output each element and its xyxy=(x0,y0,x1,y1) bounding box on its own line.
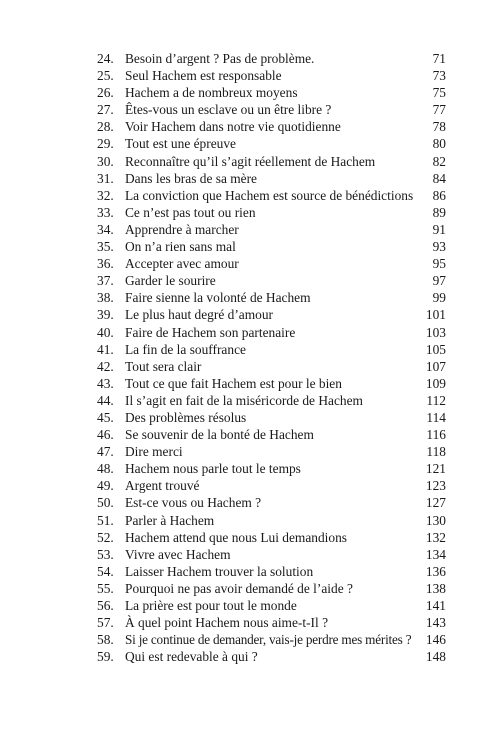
toc-entry-number: 58. xyxy=(97,632,114,648)
toc-entry-number: 32. xyxy=(97,187,114,203)
toc-entry-title: Reconnaître qu’il s’agit réellement de Hachem xyxy=(125,153,376,169)
toc-entry xyxy=(0,494,500,511)
toc-entry-title: Le plus haut degré d’amour xyxy=(125,307,273,323)
toc-entry-title: Pourquoi ne pas avoir demandé de l’aide ? xyxy=(125,580,353,596)
toc-entry-page: 143 xyxy=(425,615,446,631)
toc-entry xyxy=(0,648,500,665)
toc-entry-number: 48. xyxy=(97,461,114,477)
toc-entry-title: Dire merci xyxy=(125,444,183,460)
toc-entry-title: Argent trouvé xyxy=(125,478,200,494)
toc-entry-title: La fin de la souffrance xyxy=(125,341,246,357)
toc-entry-title: Êtes-vous un esclave ou un être libre ? xyxy=(125,102,332,118)
toc-entry-page: 95 xyxy=(432,256,446,272)
toc-entry-number: 30. xyxy=(97,153,114,169)
toc-entry xyxy=(0,135,500,152)
toc-entry-title: Si je continue de demander, vais-je perdre mes mérites ? xyxy=(125,632,412,648)
toc-entry-page: 134 xyxy=(425,546,446,562)
toc-entry-page: 71 xyxy=(432,51,446,66)
toc-entry xyxy=(0,426,500,443)
toc-entry-number: 41. xyxy=(97,341,114,357)
toc-entry-page: 73 xyxy=(432,68,446,84)
toc-entry xyxy=(0,512,500,529)
toc-entry-title: À quel point Hachem nous aime-t-Il ? xyxy=(125,615,329,631)
toc-entry-page: 116 xyxy=(426,427,446,443)
toc-entry-number: 57. xyxy=(97,615,114,631)
toc-entry-page: 127 xyxy=(425,495,446,511)
toc-entry-title: Accepter avec amour xyxy=(125,256,239,272)
toc-entry xyxy=(0,289,500,306)
toc-entry-title: Est-ce vous ou Hachem ? xyxy=(125,495,262,511)
toc-entry-number: 45. xyxy=(97,409,114,425)
toc-entry-title: Hachem a de nombreux moyens xyxy=(125,85,298,101)
toc-entry-number: 37. xyxy=(97,273,114,289)
toc-entry-number: 52. xyxy=(97,529,114,545)
toc-entry-number: 42. xyxy=(97,358,114,374)
toc-entry-number: 54. xyxy=(97,563,114,579)
toc-entry xyxy=(0,84,500,101)
toc-entry-number: 31. xyxy=(97,170,114,186)
toc-entry-page: 77 xyxy=(432,102,446,118)
toc-entry xyxy=(0,324,500,341)
toc-entry-title: La conviction que Hachem est source de bénédictions xyxy=(125,187,414,203)
toc-entry xyxy=(0,341,500,358)
toc-entry xyxy=(0,255,500,272)
toc-entry-number: 38. xyxy=(97,290,114,306)
toc-entry-number: 55. xyxy=(97,580,114,596)
toc-entry-number: 47. xyxy=(97,444,114,460)
toc-entry-title: Besoin d’argent ? Pas de problème. xyxy=(125,51,315,66)
toc-entry-title: Faire de Hachem son partenaire xyxy=(125,324,296,340)
toc-entry xyxy=(0,546,500,563)
toc-entry-number: 50. xyxy=(97,495,114,511)
toc-entry-title: On n’a rien sans mal xyxy=(125,239,236,255)
toc-entry-number: 40. xyxy=(97,324,114,340)
toc-entry-title: Se souvenir de la bonté de Hachem xyxy=(125,427,314,443)
toc-entry-number: 56. xyxy=(97,598,114,613)
toc-entry-title: Hachem nous parle tout le temps xyxy=(125,461,301,477)
toc-entry-number: 46. xyxy=(97,427,114,443)
toc-entry-page: 146 xyxy=(425,632,446,648)
toc-entry-number: 43. xyxy=(97,375,114,391)
toc-entry-page: 109 xyxy=(425,375,446,391)
toc-entry-page: 93 xyxy=(432,239,446,255)
toc-entry-page: 78 xyxy=(432,119,446,135)
toc-entry-number: 36. xyxy=(97,256,114,272)
toc-entry-page: 105 xyxy=(425,341,446,357)
toc-entry xyxy=(0,392,500,409)
toc-entry-number: 24. xyxy=(97,51,114,66)
toc-entry xyxy=(0,460,500,477)
toc-entry-page: 97 xyxy=(432,273,446,289)
toc-entry-number: 35. xyxy=(97,239,114,255)
toc-entry xyxy=(0,153,500,170)
toc-entry-page: 89 xyxy=(432,204,446,220)
toc-entry-page: 118 xyxy=(426,444,446,460)
toc-entry-page: 130 xyxy=(425,512,446,528)
toc-entry-title: Des problèmes résolus xyxy=(125,409,247,425)
toc-entry xyxy=(0,306,500,323)
toc-entry xyxy=(0,375,500,392)
toc-entry-number: 27. xyxy=(97,102,114,118)
toc-entry-title: Voir Hachem dans notre vie quotidienne xyxy=(125,119,341,135)
table-of-contents xyxy=(0,50,500,665)
toc-entry xyxy=(0,409,500,426)
toc-entry-page: 114 xyxy=(426,409,446,425)
toc-entry-title: Laisser Hachem trouver la solution xyxy=(125,563,314,579)
toc-entry-number: 26. xyxy=(97,85,114,101)
toc-entry-number: 25. xyxy=(97,68,114,84)
toc-entry-title: Faire sienne la volonté de Hachem xyxy=(125,290,311,306)
toc-entry-title: Dans les bras de sa mère xyxy=(125,170,257,186)
toc-entry xyxy=(0,272,500,289)
toc-entry xyxy=(0,597,500,614)
toc-entry xyxy=(0,238,500,255)
toc-entry xyxy=(0,170,500,187)
toc-entry-title: Il s’agit en fait de la miséricorde de Hachem xyxy=(125,392,363,408)
toc-entry-number: 44. xyxy=(97,392,114,408)
toc-entry xyxy=(0,50,500,67)
toc-entry-page: 84 xyxy=(432,170,446,186)
toc-entry-title: Hachem attend que nous Lui demandions xyxy=(125,529,348,545)
toc-entry-title: Seul Hachem est responsable xyxy=(125,68,282,84)
toc-entry xyxy=(0,101,500,118)
toc-entry-title: Vivre avec Hachem xyxy=(125,546,231,562)
toc-entry-title: La prière est pour tout le monde xyxy=(125,598,297,613)
toc-entry-number: 53. xyxy=(97,546,114,562)
toc-entry-page: 132 xyxy=(425,529,446,545)
toc-entry-number: 33. xyxy=(97,204,114,220)
toc-entry-page: 136 xyxy=(425,563,446,579)
toc-entry xyxy=(0,67,500,84)
toc-entry-title: Parler à Hachem xyxy=(125,512,215,528)
toc-entry xyxy=(0,477,500,494)
toc-entry-title: Tout est une épreuve xyxy=(125,136,236,152)
toc-entry-number: 39. xyxy=(97,307,114,323)
toc-entry-page: 107 xyxy=(425,358,446,374)
toc-entry-number: 51. xyxy=(97,512,114,528)
toc-entry-page: 91 xyxy=(432,221,446,237)
toc-entry-page: 138 xyxy=(425,580,446,596)
toc-entry-page: 121 xyxy=(425,461,446,477)
toc-entry xyxy=(0,187,500,204)
toc-entry xyxy=(0,580,500,597)
toc-entry-page: 101 xyxy=(425,307,446,323)
toc-entry-page: 123 xyxy=(425,478,446,494)
toc-entry-number: 49. xyxy=(97,478,114,494)
toc-entry xyxy=(0,614,500,631)
toc-entry xyxy=(0,358,500,375)
toc-entry-title: Qui est redevable à qui ? xyxy=(125,649,258,665)
toc-entry xyxy=(0,118,500,135)
toc-entry-number: 28. xyxy=(97,119,114,135)
toc-entry-number: 29. xyxy=(97,136,114,152)
toc-entry-title: Tout sera clair xyxy=(125,358,202,374)
toc-entry xyxy=(0,631,500,648)
toc-entry-title: Ce n’est pas tout ou rien xyxy=(125,204,256,220)
toc-entry-page: 75 xyxy=(432,85,446,101)
toc-entry-number: 59. xyxy=(97,649,114,665)
toc-entry xyxy=(0,204,500,221)
toc-entry-page: 86 xyxy=(432,187,446,203)
toc-entry-page: 141 xyxy=(425,598,446,613)
toc-entry-page: 80 xyxy=(432,136,446,152)
toc-entry xyxy=(0,221,500,238)
toc-entry xyxy=(0,443,500,460)
toc-entry-page: 99 xyxy=(432,290,446,306)
toc-entry-title: Garder le sourire xyxy=(125,273,216,289)
toc-entry-title: Tout ce que fait Hachem est pour le bien xyxy=(125,375,342,391)
toc-entry-title: Apprendre à marcher xyxy=(125,221,239,237)
toc-entry xyxy=(0,563,500,580)
toc-entry-page: 148 xyxy=(425,649,446,665)
toc-entry xyxy=(0,529,500,546)
toc-entry-number: 34. xyxy=(97,221,114,237)
toc-entry-page: 82 xyxy=(432,153,446,169)
toc-entry-page: 103 xyxy=(425,324,446,340)
toc-entry-page: 112 xyxy=(426,392,446,408)
